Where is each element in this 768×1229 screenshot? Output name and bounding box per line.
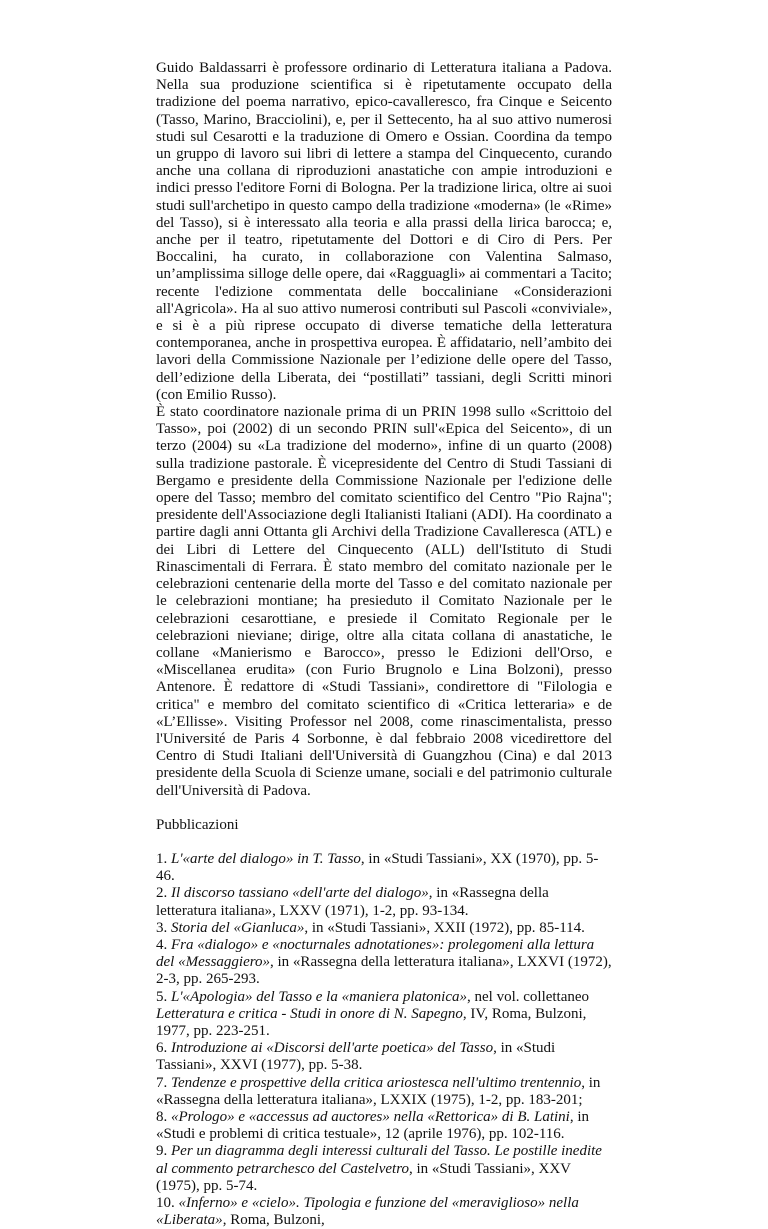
publication-item: 7. Tendenze e prospettive della critica ariostesca nell'ultimo trentennio, in «Rassegna della letteratura italiana», LXXIX (1975), 1-2, pp. 183-201; [156,1074,601,1108]
publication-item: 8. «Prologo» e «accessus ad auctores» nella «Rettorica» di B. Latini, in «Studi e problemi di critica testuale», 12 (aprile 1976), pp. 102-116. [156,1108,590,1143]
publications-list [156,851,612,1229]
bio-paragraph-1: Guido Baldassarri è professore ordinario di Letteratura italiana a Padova. Nella sua produzione scientifica si è ripetutamente occupato della tradizione del poema narrativo, epico-cavalleresco, fra Cinque e Seicento (Tasso, Marino, Bracciolini), e, per il Settecento, ha al suo attivo numerosi studi sul Cesarotti e la traduzione di Omero e Ossian. Coordina da tempo un gruppo di lavoro sui libri di lettere a stampa del Cinquecento, curando anche una collana di riproduzioni anastatiche con ampie introduzioni e indici presso l'editore Forni di Bologna. Per la tradizione lirica, oltre ai suoi studi sull'archetipo in questo campo della tradizione «moderna» (le «Rime» del Tasso), si è interessato alla teoria e alla prassi della lirica barocca; e, anche per il teatro, ripetutamente del Dottori e di Ciro di Pers. Per Boccalini, ha curato, in collaborazione con Valentina Salmaso, un’amplissima silloge delle opere, dai «Ragguagli» ai commentari a Tacito; recente l'edizione commentata delle boccaliniane «Considerazioni all'Agricola». Ha al suo attivo numerosi contributi sul Pascoli «conviviale», e si è a più riprese occupato di diverse tematiche della letteratura contemporanea, anche in prospettiva europea. È affidatario, nell’ambito dei lavori della Commissione Nazionale per l’edizione delle opere del Tasso, dell’edizione della Liberata, dei “postillati” tassiani, degli Scritti minori (con Emilio Russo). [156,60,612,403]
publication-item: 2. Il discorso tassiano «dell'arte del dialogo», in «Rassegna della letteratura italiana», LXXV (1971), 1-2, pp. 93-134. [156,885,549,919]
publication-item: 3. Storia del «Gianluca», in «Studi Tassiani», XXII (1972), pp. 85-114. [156,919,585,936]
publication-item: 5. L'«Apologia» del Tasso e la «maniera platonica», nel vol. collettaneo Letteratura e critica - Studi in onore di N. Sapegno, IV, Roma, Bulzoni, 1977, pp. 223-251. [156,988,590,1039]
section-title-publications: Pubblicazioni [156,816,239,833]
publication-item: 6. Introduzione ai «Discorsi dell'arte poetica» del Tasso, in «Studi Tassiani», XXVI (1977), pp. 5-38. [156,1040,556,1074]
biography [156,60,612,800]
publication-item: 9. Per un diagramma degli interessi culturali del Tasso. Le postille inedite al commento petrarchesco del Castelvetro, in «Studi Tassiani», XXV (1975), pp. 5-74. [156,1143,602,1194]
publication-item: 10. «Inferno» e «cielo». Tipologia e funzione del «meraviglioso» nella «Liberata», Roma, Bulzoni, [156,1195,579,1229]
publication-item: 1. L'«arte del dialogo» in T. Tasso, in «Studi Tassiani», XX (1970), pp. 5-46. [156,850,599,885]
publication-item: 4. Fra «dialogo» e «nocturnales adnotationes»: prolegomeni alla lettura del «Messaggiero», in «Rassegna della letteratura italiana», LXXVI (1972), 2-3, pp. 265-293. [156,936,612,988]
bio-paragraph-2: È stato coordinatore nazionale prima di un PRIN 1998 sullo «Scrittoio del Tasso», poi (2002) di un secondo PRIN sull'«Epica del Seicento», di un terzo (2004) su «La tradizione del moderno», infine di un quarto (2008) sulla tradizione pastorale. È vicepresidente del Centro di Studi Tassiani di Bergamo e presidente della Commissione Nazionale per l'edizione delle opere del Tasso; membro del comitato scientifico del Centro "Pio Rajna"; presidente dell'Associazione degli Italianisti Italiani (ADI). Ha coordinato a partire dagli anni Ottanta gli Archivi della Tradizione Cavalleresca (ATL) e dei Libri di Lettere del Cinquecento (ALL) dell'Istituto di Studi Rinascimentali di Ferrara. È stato membro del comitato nazionale per le celebrazioni centenarie della morte del Tasso e del comitato nazionale per le celebrazioni montiane; ha presieduto il Comitato Nazionale per le celebrazioni cesarottiane, e presiede il Comitato Regionale per le celebrazioni nieviane; dirige, oltre alla citata collana di anastatiche, le collane «Manierismo e Barocco», presso le Edizioni dell'Orso, e «Miscellanea erudita» (con Furio Brugnolo e Lina Bolzoni), presso Antenore. È redattore di «Studi Tassiani», condirettore di "Filologia e critica" e membro del comitato scientifico di «Critica letteraria» e de «L’Ellisse». Visiting Professor nel 2008, come rinascimentalista, presso l'Université de Paris 4 Sorbonne, è dal febbraio 2008 vicedirettore del Centro di Studi Italiani dell'Università di Guangzhou (Cina) e dal 2013 presidente della Scuola di Scienze umane, sociali e del patrimonio culturale dell'Università di Padova. [156,404,612,799]
